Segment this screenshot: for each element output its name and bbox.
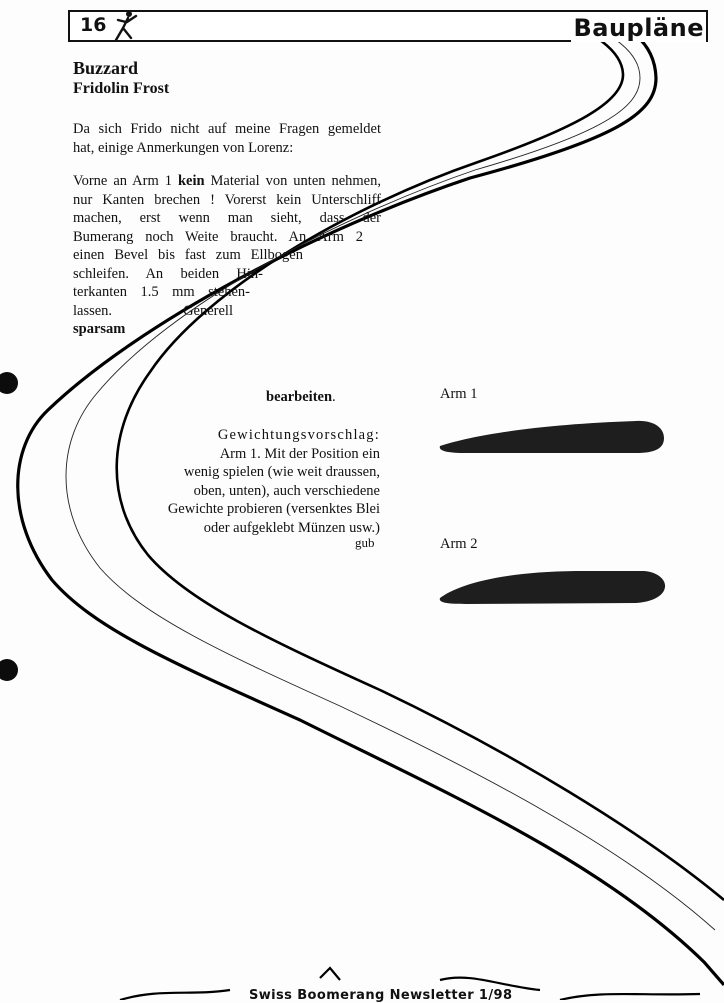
instructions-line: Bumerang noch Weite braucht. An Arm 2 [73, 228, 363, 245]
arm1-profile [436, 416, 668, 458]
article-title: Buzzard [73, 58, 138, 78]
article-author: Fridolin Frost [73, 80, 170, 97]
instructions-line: machen, erst wenn man sieht, dass der [73, 210, 381, 226]
weight-line: oben, unten), auch verschiedene [193, 482, 380, 499]
page-number: 16 [80, 14, 107, 36]
weight-line: Gewichte probieren (versenktes Blei [167, 501, 380, 517]
author-initials: gub [355, 535, 375, 550]
instructions-line: lassen. Generell [73, 302, 233, 319]
instructions-line: nur Kanten brechen ! Vorerst kein Unterschliff [73, 191, 381, 208]
instructions-line: einen Bevel bis fast zum Ellbogen [73, 247, 303, 263]
instructions-line: Vorne an Arm 1 kein Material von unten nehmen, [73, 173, 381, 189]
instructions-line: terkanten 1.5 mm stehen- [73, 284, 250, 300]
emphasis-sparsam: sparsam [73, 321, 126, 337]
arm2-label: Arm 2 [440, 536, 478, 552]
weight-heading: Gewichtungsvorschlag: [217, 427, 380, 443]
weight-line: oder aufgeklebt Münzen usw.) [203, 519, 380, 536]
emphasis-kein: kein [177, 173, 205, 189]
weight-line: Arm 1. Mit der Position ein [219, 445, 380, 462]
continued-text-bearbeiten: bearbeiten. [266, 389, 336, 405]
instructions-paragraph [73, 172, 381, 339]
weight-suggestion-paragraph [140, 426, 380, 537]
weight-line: wenig spielen (wie weit draussen, [183, 464, 380, 480]
instructions-line: schleifen. An beiden Hin- [73, 265, 263, 282]
footer-newsletter-title: Swiss Boomerang Newsletter 1/98 [249, 988, 513, 1003]
intro-line: Da sich Frido nicht auf meine Fragen gemeldet [73, 121, 381, 137]
section-title: Baupläne [573, 14, 704, 42]
arm1-label: Arm 1 [440, 386, 478, 402]
arm2-profile [436, 566, 668, 608]
boomerang-thrower-icon [110, 8, 140, 44]
intro-line: hat, einige Anmerkungen von Lorenz: [73, 139, 294, 156]
intro-paragraph [73, 120, 381, 157]
